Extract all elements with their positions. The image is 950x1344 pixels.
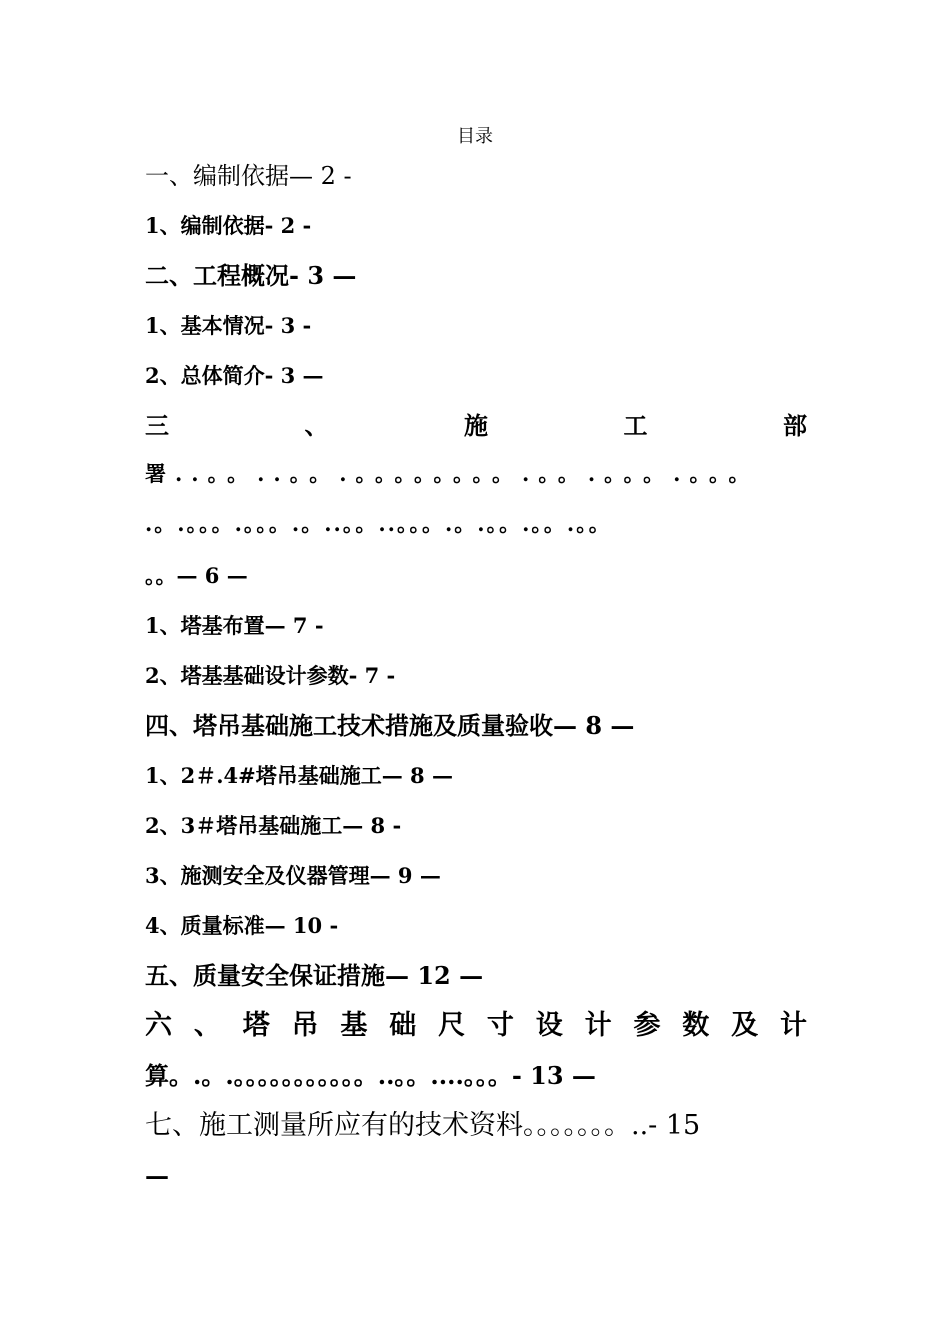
toc-entry-1-1[interactable]: 1、编制依据- 2 - bbox=[145, 213, 312, 238]
toc-entry-6-char: 尺 bbox=[438, 1010, 466, 1041]
toc-entry-3-char: 部 bbox=[783, 411, 807, 440]
toc-entry-3-char: 、 bbox=[304, 411, 329, 440]
toc-entry-6-char: 计 bbox=[779, 1010, 807, 1041]
toc-entry-3-page: 。。— 6 — bbox=[145, 563, 248, 588]
toc-entry-6-char: 基 bbox=[340, 1010, 368, 1041]
toc-entry-6-char: 参 bbox=[633, 1010, 661, 1041]
toc-entry-4-1[interactable]: 1、2＃.4#塔吊基础施工— 8 — bbox=[145, 763, 453, 788]
toc-entry-6-char: 数 bbox=[682, 1010, 710, 1041]
toc-title: 目录 bbox=[457, 126, 493, 147]
toc-entry-2[interactable]: 二、工程概况- 3 — bbox=[145, 261, 357, 290]
toc-entry-1[interactable]: 一、编制依据— 2 - bbox=[145, 162, 352, 190]
toc-entry-6-char: 设 bbox=[535, 1010, 563, 1041]
toc-entry-3-char: 三 bbox=[145, 411, 169, 440]
toc-entry-3-2[interactable]: 2、塔基基础设计参数- 7 - bbox=[145, 663, 396, 688]
toc-entry-4-2[interactable]: 2、3＃塔吊基础施工— 8 - bbox=[145, 813, 402, 838]
toc-entry-3-char: 工 bbox=[623, 411, 648, 440]
toc-entry-6-char: 计 bbox=[584, 1010, 612, 1041]
toc-entry-6-char: 及 bbox=[731, 1010, 759, 1041]
toc-entry-6-leader-text: 算。.。.。。。。。。。。。。。..。。....。。。- 13 — bbox=[145, 1061, 596, 1090]
toc-entry-6-char: 塔 bbox=[242, 1010, 270, 1041]
toc-entry-6-char: 、 bbox=[193, 1010, 221, 1041]
table-of-contents bbox=[145, 157, 807, 1207]
toc-entry-6-leader bbox=[145, 1057, 807, 1107]
toc-entry-6[interactable] bbox=[145, 1007, 807, 1057]
toc-entry-6-char: 寸 bbox=[486, 1010, 514, 1041]
toc-entry-3-leader: 署..。。..。。.。。。。。。。。.。。.。。。.。。。 bbox=[145, 461, 759, 486]
toc-entry-7-page: — bbox=[145, 1161, 169, 1190]
toc-entry-4-4[interactable]: 4、质量标准— 10 - bbox=[145, 913, 339, 938]
toc-entry-7[interactable]: 七、施工测量所应有的技术资料。。。。。。。..- 15 bbox=[145, 1110, 701, 1141]
toc-entry-5[interactable]: 五、质量安全保证措施— 12 — bbox=[145, 961, 484, 990]
toc-entry-4[interactable]: 四、塔吊基础施工技术措施及质量验收— 8 — bbox=[145, 711, 635, 740]
toc-entry-3[interactable] bbox=[145, 407, 807, 457]
toc-entry-6-char: 六 bbox=[145, 1010, 172, 1041]
toc-entry-6-char: 吊 bbox=[291, 1010, 319, 1041]
toc-entry-4-3[interactable]: 3、施测安全及仪器管理— 9 — bbox=[145, 863, 441, 888]
toc-entry-6-char: 础 bbox=[389, 1010, 417, 1041]
toc-entry-2-2[interactable]: 2、总体简介- 3 — bbox=[145, 363, 324, 388]
toc-entry-2-1[interactable]: 1、基本情况- 3 - bbox=[145, 313, 312, 338]
toc-entry-3-leader-2: .。.。。。.。。。.。..。。..。。。.。.。。.。。.。。 bbox=[145, 511, 612, 536]
toc-entry-3-char: 施 bbox=[464, 411, 488, 440]
toc-entry-3-1[interactable]: 1、塔基布置— 7 - bbox=[145, 613, 324, 638]
